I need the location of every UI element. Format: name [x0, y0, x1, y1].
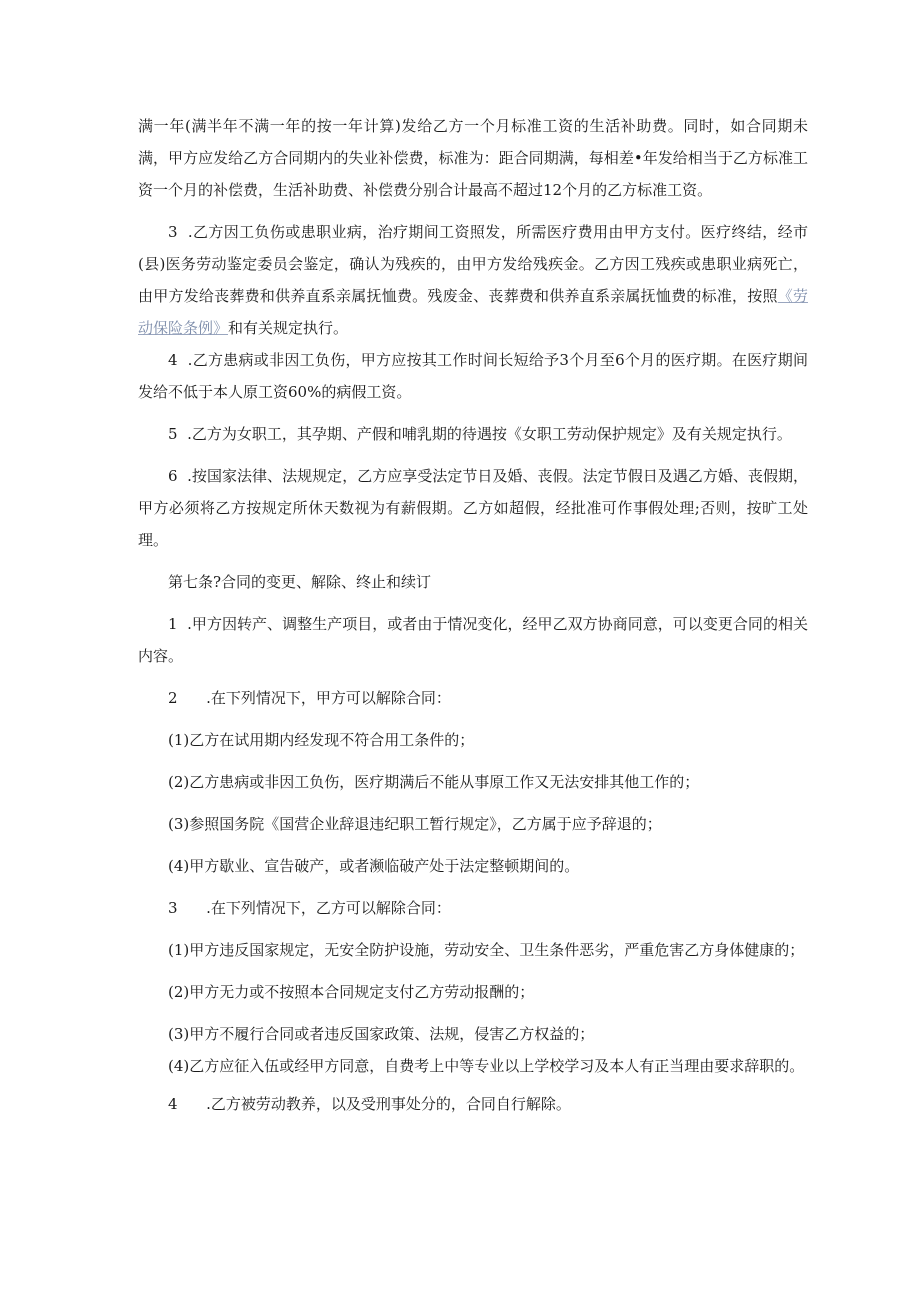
labor-insurance-regulations-link[interactable]: 《劳动保险条例》	[138, 287, 808, 337]
paragraph-item-6-holidays: 6 .按国家法律、法规规定，乙方应享受法定节日及婚、丧假。法定节假日及遇乙方婚、丧假期，甲方必须将乙方按规定所休天数视为有薪假期。乙方如超假，经批准可作事假处理;否则，按旷工处理。	[138, 467, 808, 549]
section-title-article-7: 第七条?合同的变更、解除、终止和续订	[168, 573, 432, 591]
paragraph-item-3-work-injury	[138, 216, 808, 344]
list-item: (4)甲方歇业、宣告破产，或者濒临破产处于法定整顿期间的。	[168, 857, 580, 875]
list-item: (1)甲方违反国家规定，无安全防护设施，劳动安全、卫生条件恶劣，严重危害乙方身体健康的；	[168, 941, 805, 959]
paragraph-text: 3 .乙方因工负伤或患职业病，治疗期间工资照发，所需医疗费用由甲方支付。医疗终结，经市(县)医务劳动鉴定委员会鉴定，确认为残疾的，由甲方发给残疾金。乙方因工残疾或患职业病死亡，由甲方发给丧葬费和供养直系亲属抚恤费。残废金、丧葬费和供养直系亲属抚恤费的标准，按照	[138, 223, 808, 305]
paragraph-living-allowance: 满一年(满半年不满一年的按一年计算)发给乙方一个月标准工资的生活补助费。同时，如合同期未满，甲方应发给乙方合同期内的失业补偿费，标准为：距合同期满，每相差•年发给相当于乙方标准工资一个月的补偿费，生活补助费、补偿费分别合计最高不超过12个月的乙方标准工资。	[138, 117, 808, 199]
paragraph-s3-employee-termination: 3 .在下列情况下，乙方可以解除合同：	[168, 899, 451, 917]
paragraph-s1-contract-change: 1 .甲方因转产、调整生产项目，或者由于情况变化，经甲乙双方协商同意，可以变更合同的相关内容。	[138, 615, 808, 665]
paragraph-item-4-sick-leave: 4 .乙方患病或非因工负伤，甲方应按其工作时间长短给予3个月至6个月的医疗期。在医疗期间发给不低于本人原工资60%的病假工资。	[138, 351, 808, 401]
list-item: (2)乙方患病或非因工负伤，医疗期满后不能从事原工作又无法安排其他工作的；	[168, 773, 700, 791]
list-item: (3)甲方不履行合同或者违反国家政策、法规，侵害乙方权益的；	[168, 1025, 595, 1043]
list-item: (3)参照国务院《国营企业辞退违纪职工暂行规定》，乙方属于应予辞退的；	[168, 815, 662, 833]
paragraph-text: 和有关规定执行。	[228, 319, 349, 337]
document-page	[138, 110, 808, 1120]
list-item: (1)乙方在试用期内经发现不符合用工条件的；	[168, 731, 475, 749]
paragraph-s4-automatic-termination: 4 .乙方被劳动教养，以及受刑事处分的，合同自行解除。	[168, 1095, 571, 1113]
list-item: (2)甲方无力或不按照本合同规定支付乙方劳动报酬的；	[168, 983, 535, 1001]
paragraph-s2-employer-termination: 2 .在下列情况下，甲方可以解除合同：	[168, 689, 451, 707]
paragraph-item-5-female-worker: 5 .乙方为女职工，其孕期、产假和哺乳期的待遇按《女职工劳动保护规定》及有关规定执行。	[168, 425, 792, 443]
list-item: (4)乙方应征入伍或经甲方同意，自费考上中等专业以上学校学习及本人有正当理由要求辞职的。	[168, 1057, 805, 1075]
